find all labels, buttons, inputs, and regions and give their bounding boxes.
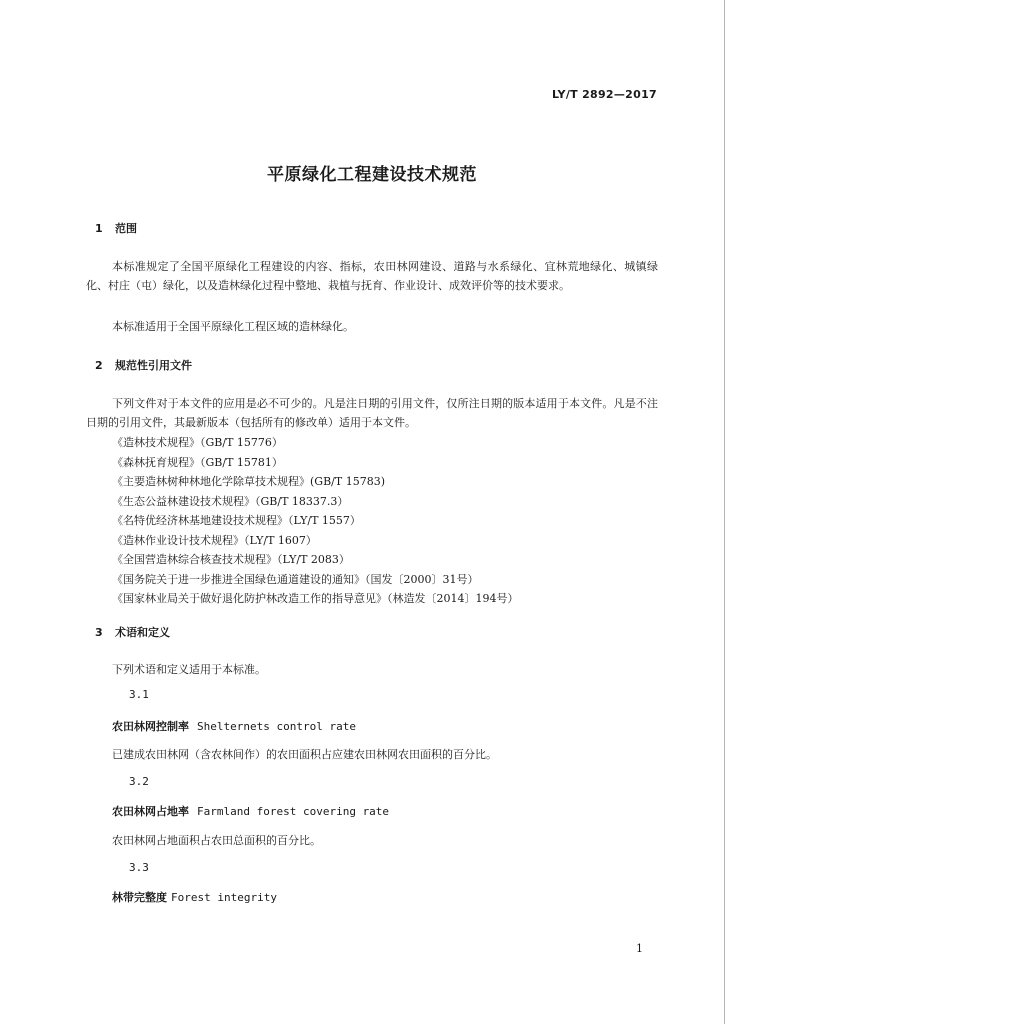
reference-list — [112, 433, 519, 609]
reference-item: 《全国营造林综合核查技术规程》（LY/T 2083） — [112, 553, 350, 566]
section-number: 2 — [95, 359, 103, 372]
section-3-heading — [95, 624, 170, 640]
term-english: Forest integrity — [171, 891, 277, 904]
page-number: 1 — [636, 942, 643, 955]
page-edge-divider — [724, 0, 725, 1024]
reference-item: 《主要造林树种林地化学除草技术规程》(GB/T 15783) — [112, 475, 385, 488]
section-number: 1 — [95, 222, 103, 235]
scope-paragraph-1: 本标准规定了全国平原绿化工程建设的内容、指标，农田林网建设、道路与水系绿化、宜林荒地绿化、城镇绿化、村庄（屯）绿化，以及造林绿化过程中整地、栽植与抚育、作业设计、成效评价等的技术要求。 — [86, 260, 658, 292]
reference-item: 《造林作业设计技术规程》（LY/T 1607） — [112, 533, 317, 547]
section-number: 3 — [95, 626, 103, 639]
reference-item: 《森林抚育规程》（GB/T 15781） — [112, 455, 283, 469]
section-title: 术语和定义 — [115, 626, 170, 639]
term-chinese: 农田林网占地率 — [112, 805, 189, 818]
reference-item: 《造林技术规程》（GB/T 15776） — [112, 436, 283, 449]
reference-item: 《生态公益林建设技术规程》（GB/T 18337.3） — [112, 494, 349, 508]
term-definition: 农田林网占地面积占农田总面积的百分比。 — [112, 834, 321, 847]
term-heading — [112, 718, 356, 734]
term-english: Shelternets control rate — [197, 720, 356, 733]
reference-item: 《名特优经济林基地建设技术规程》（LY/T 1557） — [112, 514, 361, 527]
term-number: 3.1 — [129, 688, 149, 701]
term-english: Farmland forest covering rate — [197, 805, 390, 818]
term-number: 3.2 — [129, 775, 149, 788]
reference-item: 《国务院关于进一步推进全国绿色通道建设的通知》（国发〔2000〕31号） — [112, 572, 479, 586]
reference-item: 《国家林业局关于做好退化防护林改造工作的指导意见》（林造发〔2014〕194号） — [112, 592, 519, 605]
references-intro: 下列文件对于本文件的应用是必不可少的。凡是注日期的引用文件，仅所注日期的版本适用于本文件。凡是不注日期的引用文件，其最新版本（包括所有的修改单）适用于本文件。 — [86, 397, 658, 429]
term-heading — [112, 803, 389, 819]
document-title: 平原绿化工程建设技术规范 — [267, 165, 477, 185]
term-chinese: 林带完整度 — [112, 891, 167, 904]
term-definition: 已建成农田林网（含农林间作）的农田面积占应建农田林网农田面积的百分比。 — [112, 748, 497, 761]
section-title: 范围 — [115, 222, 137, 235]
term-chinese: 农田林网控制率 — [112, 720, 189, 733]
standard-code: LY/T 2892—2017 — [551, 88, 657, 101]
section-1-heading — [95, 220, 137, 236]
section-title: 规范性引用文件 — [115, 359, 192, 372]
terms-intro: 下列术语和定义适用于本标准。 — [112, 663, 266, 676]
term-heading — [112, 889, 277, 905]
section-2-heading — [95, 357, 192, 373]
scope-paragraph-2: 本标准适用于全国平原绿化工程区域的造林绿化。 — [112, 320, 354, 333]
term-number: 3.3 — [129, 861, 149, 874]
